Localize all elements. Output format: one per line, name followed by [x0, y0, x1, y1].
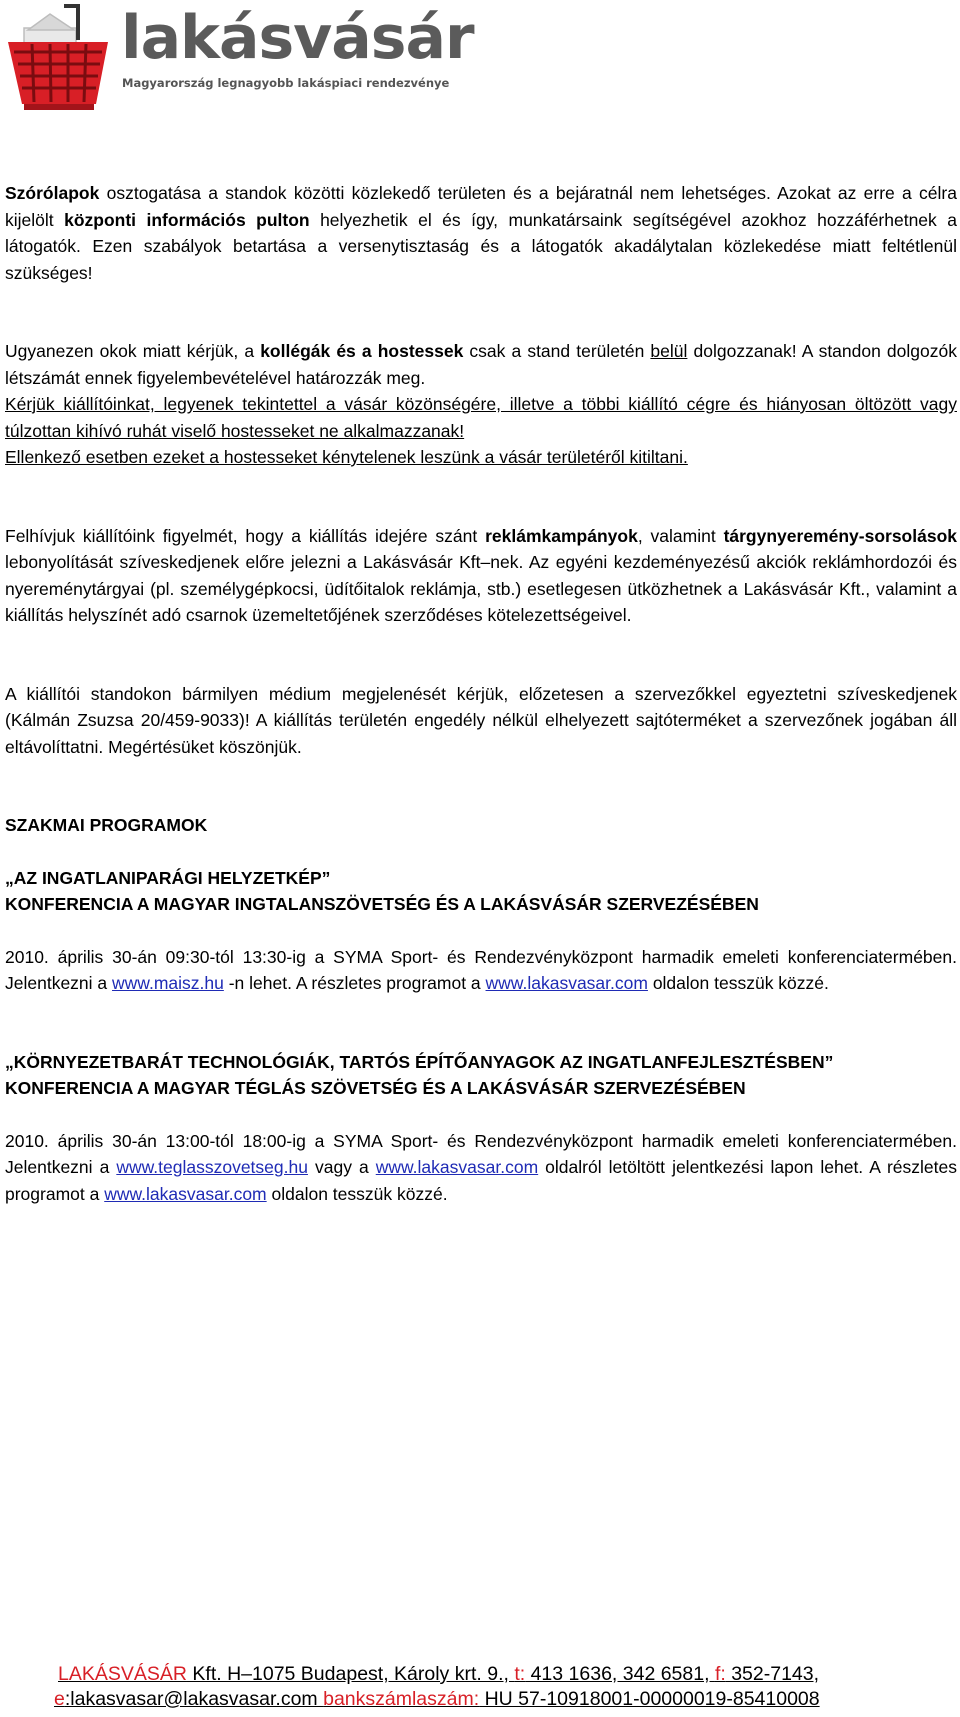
program1-subtitle: KONFERENCIA A MAGYAR INGTALANSZÖVETSÉG ÉS A LAKÁSVÁSÁR SZERVEZÉSÉBEN	[5, 894, 759, 914]
link-lakasvasar[interactable]: www.lakasvasar.com	[375, 1157, 539, 1177]
underline-inside: belül	[650, 341, 688, 361]
text: osztogatása a standok közötti közlekedő területen és a bejáratnál nem lehetséges. Azokat az erre a célra kijelölt	[5, 183, 957, 230]
footer	[54, 1662, 918, 1712]
footer-phones: 413 1636, 342 6581,	[525, 1663, 715, 1685]
text: vagy a	[307, 1157, 376, 1177]
footer-address: Kft. H–1075 Budapest, Károly krt. 9.,	[186, 1663, 515, 1685]
text: helyezhetik el és így, munkatársaink segítségével azokhoz hozzáférhetnek a látogatók. Ezen szabályok betartása a versenytisztaság és a látogatók akadálytalan közlekedése miatt feltétlenül szükséges!	[5, 209, 957, 283]
text: Ugyanezen okok miatt kérjük, a	[5, 341, 261, 361]
logo	[4, 0, 474, 118]
link-maisz[interactable]: www.maisz.hu	[112, 973, 224, 993]
program2-subtitle: KONFERENCIA A MAGYAR TÉGLÁS SZÖVETSÉG ÉS A LAKÁSVÁSÁR SZERVEZÉSÉBEN	[5, 1078, 746, 1098]
section-title: SZAKMAI PROGRAMOK	[5, 815, 208, 835]
logo-text: lakásvásár	[121, 3, 474, 73]
footer-bank-account: HU 57-10918001-00000019-85410008	[479, 1688, 820, 1710]
bold-campaigns: reklámkampányok	[485, 525, 638, 546]
bold-flyers: Szórólapok	[5, 183, 100, 203]
program1-details	[5, 944, 957, 997]
link-lakasvasar[interactable]: www.lakasvasar.com	[104, 1183, 267, 1204]
footer-phone-label: t:	[514, 1663, 526, 1685]
text: lebonyolítását szíveskedjenek előre jelezni a Lakásvásár Kft–nek. Az egyéni kezdeményezésű akciók reklámhordozói és nyereménytárgyai (pl. személygépkocsi, üdítőitalok reklámja, stb.) esetlegesen ütközhetnek a Lakásvásár Kft., valamint a kiállítás helyszínét adó csarnok üzemeltetőjének szerződéses kötelezettségeivel.	[5, 552, 957, 625]
footer-email[interactable]: :lakasvasar@lakasvasar.com	[64, 1688, 324, 1710]
text: oldalról letöltött jelentkezési lapon lehet. A részletes programot a	[5, 1157, 957, 1204]
text: -n lehet. A részletes programot a	[223, 973, 486, 993]
logo-tagline: Magyarország legnagyobb lakáspiaci rendezvénye	[122, 76, 450, 90]
bold-colleagues: kollégák és a hostessek	[260, 341, 464, 361]
text: oldalon tesszük közzé.	[266, 1183, 448, 1204]
program1-title: „AZ INGATLANIPARÁGI HELYZETKÉP”	[5, 867, 331, 888]
footer-bank-label: bankszámlaszám:	[323, 1688, 480, 1710]
paragraph-media: A kiállítói standokon bármilyen médium megjelenését kérjük, előzetesen a szervezőkkel egyeztetni szíveskedjenek (Kálmán Zsuzsa 20/459-9033)! A kiállítás területén engedély nélkül elhelyezett sajtóterméket a szervezőnek jogában áll eltávolíttatni. Megértésüket köszönjük.	[5, 683, 957, 757]
document-body	[5, 180, 957, 1207]
text: oldalon tesszük közzé.	[647, 973, 829, 993]
paragraph-flyers	[5, 180, 957, 286]
link-teglasszovetseg[interactable]: www.teglasszovetseg.hu	[116, 1157, 308, 1177]
footer-fax: 352-7143,	[725, 1663, 820, 1685]
text: dolgozzanak! A standon dolgozók létszámát ennek figyelembevételével határozzák meg.	[5, 341, 957, 388]
shopping-basket-icon	[4, 0, 116, 118]
footer-address-line	[58, 1662, 918, 1687]
program2-details	[5, 1128, 957, 1208]
footer-fax-label: f:	[714, 1663, 726, 1685]
text: Felhívjuk kiállítóink figyelmét, hogy a kiállítás idejére szánt	[5, 525, 486, 546]
text: 2010. április 30-án 09:30-tól 13:30-ig a SYMA Sport- és Rendezvényközpont harmadik emeleti konferenciatermében. Jelentkezni a	[5, 946, 957, 993]
paragraph-hostesses	[5, 338, 957, 391]
paragraph-dress-warning: Kérjük kiállítóinkat, legyenek tekintettel a vásár közönségére, illetve a többi kiállító cégre és hiányosan öltözött vagy túlzottan kihívó ruhát viselő hostesseket ne alkalmazzanak!	[5, 394, 957, 441]
text: , valamint	[637, 525, 724, 546]
footer-brand: LAKÁSVÁSÁR	[58, 1663, 187, 1685]
text: csak a stand területén	[463, 341, 651, 361]
text: 2010. április 30-án 13:00-tól 18:00-ig a SYMA Sport- és Rendezvényközpont harmadik emeleti konferenciatermében. Jelentkezni a	[5, 1130, 957, 1177]
paragraph-campaigns	[5, 523, 957, 629]
paragraph-ban-warning: Ellenkező esetben ezeket a hostesseket kénytelenek leszünk a vásár területéről kitiltani.	[5, 447, 688, 467]
program2-title: „KÖRNYEZETBARÁT TECHNOLÓGIÁK, TARTÓS ÉPÍTŐANYAGOK AZ INGATLANFEJLESZTÉSBEN”	[5, 1051, 834, 1072]
footer-contact-line	[54, 1687, 918, 1712]
bold-info-desk: központi információs pulton	[64, 209, 310, 230]
bold-lotteries: tárgynyeremény-sorsolások	[723, 525, 958, 546]
footer-email-label: e	[54, 1688, 65, 1710]
link-lakasvasar[interactable]: www.lakasvasar.com	[485, 973, 648, 993]
